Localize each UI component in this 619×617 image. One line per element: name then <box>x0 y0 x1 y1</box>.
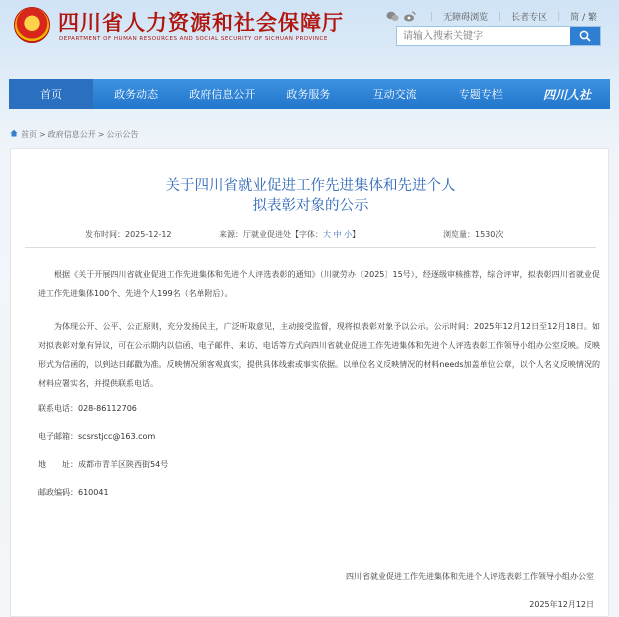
search-button[interactable] <box>570 27 600 45</box>
font-size-close: 】 <box>352 230 361 239</box>
article-paragraph-2: 为体现公开、公平、公正原则，充分发扬民主，广泛听取意见，主动接受监督，现将拟表彰对象予以公示。公示时间：2025年12月12日至12月18日。如对拟表彰对象有异议，可在公示期内以信函、电子邮件、来访、电话等方式向四川省就业促进工作先进集体和先进个人评选表彰工作领导小组办公室反映。反映形式为信函的，以到达日邮戳为准。反映情况须客观真实，提供具体线索或事实依据。以单位名义反映情况的材料needs加盖单位公章，以个人名义反映情况的材料应署实名，并提供联系电话。 <box>38 322 600 388</box>
nav-item-sichuan-hrss-logo[interactable]: 四川人社 <box>542 87 591 102</box>
article-title <box>11 176 610 216</box>
main-nav <box>9 79 610 109</box>
view-count <box>443 229 503 240</box>
view-count-label: 浏览量： <box>443 230 475 239</box>
site-subtitle: DEPARTMENT OF HUMAN RESOURCES AND SOCIAL SECURITY OF SICHUAN PROVINCE <box>59 36 328 42</box>
breadcrumb-separator: > <box>39 130 46 139</box>
signature-date: 2025年12月12日 <box>529 600 594 609</box>
site-header <box>0 0 619 78</box>
nav-item-interaction[interactable]: 互动交流 <box>372 88 417 101</box>
contact-phone: 联系电话：028-86112706 <box>38 404 137 413</box>
article-source <box>219 229 360 240</box>
national-emblem-logo <box>14 7 50 43</box>
link-separator: | <box>498 11 502 22</box>
breadcrumb-home[interactable]: 首页 <box>21 130 37 139</box>
breadcrumb-info-disclosure[interactable]: 政府信息公开 <box>47 130 96 139</box>
article-meta <box>11 229 610 243</box>
article-panel <box>10 148 609 617</box>
breadcrumb <box>10 129 138 140</box>
breadcrumb-separator: > <box>97 130 105 139</box>
nav-item-news[interactable]: 政务动态 <box>114 88 159 101</box>
language-switch-link[interactable]: 简 / 繁 <box>570 13 597 23</box>
publish-date-value: 2025-12-12 <box>125 230 172 239</box>
nav-item-info-disclosure[interactable]: 政府信息公开 <box>189 88 256 101</box>
article-title-line-1: 关于四川省就业促进工作先进集体和先进个人 <box>165 178 456 194</box>
signature-org: 四川省就业促进工作先进集体和先进个人评选表彰工作领导小组办公室 <box>346 572 594 581</box>
title-divider <box>25 247 596 248</box>
publish-date <box>85 229 172 240</box>
link-separator: | <box>430 11 434 22</box>
nav-item-topics[interactable]: 专题专栏 <box>458 88 503 101</box>
search-box <box>396 26 601 46</box>
search-input[interactable] <box>397 27 570 45</box>
nav-item-home[interactable]: 首页 <box>9 79 93 109</box>
site-title[interactable]: 四川省人力资源和社会保障厅 <box>58 10 344 35</box>
search-icon <box>579 30 591 42</box>
nav-item-services[interactable]: 政务服务 <box>286 88 331 101</box>
view-count-value: 1530次 <box>475 230 504 239</box>
breadcrumb-announcements[interactable]: 公示公告 <box>106 130 139 139</box>
accessibility-link[interactable]: 无障碍浏览 <box>443 13 489 23</box>
source-label: 来源： <box>219 230 243 239</box>
article-paragraph-1: 根据《关于开展四川省就业促进工作先进集体和先进个人评选表彰的通知》（川就劳办〔2025〕15号），经逐级审核推荐，综合评审，拟表彰四川省就业促进工作先进集体100个、先进个人199名（名单附后）。 <box>38 270 600 298</box>
contact-postcode: 邮政编码：610041 <box>38 488 109 497</box>
contact-email: 电子邮箱：scsrstjcc@163.com <box>38 432 156 441</box>
link-separator: | <box>557 11 561 22</box>
article-title-line-2: 拟表彰对象的公示 <box>252 198 369 214</box>
font-size-switch[interactable]: 大 中 小 <box>323 230 353 239</box>
weibo-icon[interactable] <box>403 11 416 22</box>
top-links <box>386 10 597 23</box>
wechat-icon[interactable] <box>386 11 399 22</box>
source-value: 厅就业促进处 <box>243 230 291 239</box>
home-icon <box>10 129 18 140</box>
elderly-zone-link[interactable]: 长者专区 <box>511 13 548 23</box>
font-size-label: 【字体： <box>291 230 323 239</box>
publish-date-label: 发布时间： <box>85 230 125 239</box>
contact-address: 地 址：成都市青羊区陕西街54号 <box>38 460 169 469</box>
